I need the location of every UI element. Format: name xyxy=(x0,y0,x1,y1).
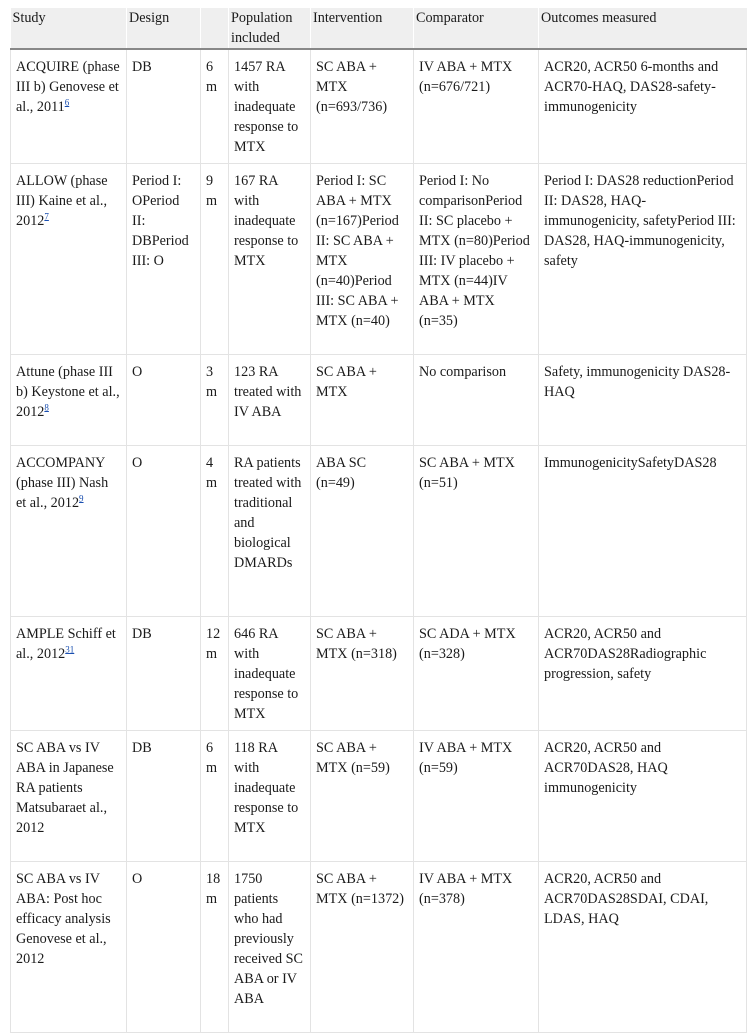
study-text: Attune (phase III b) Keystone et al., 2012 xyxy=(16,364,120,420)
table-row xyxy=(11,731,747,862)
header-outcomes: Outcomes measured xyxy=(539,8,747,49)
study-text: AMPLE Schiff et al., 2012 xyxy=(16,626,116,662)
cell-duration: 18 m xyxy=(201,862,229,1033)
header-intervention: Intervention xyxy=(311,8,414,49)
studies-table xyxy=(10,8,747,1033)
cell-intervention: ABA SC (n=49) xyxy=(311,446,414,617)
header-duration xyxy=(201,8,229,49)
cell-outcomes: ACR20, ACR50 and ACR70DAS28, HAQ immunogenicity xyxy=(539,731,747,862)
header-population: Population included xyxy=(229,8,311,49)
cell-population: 1750 patients who had previously received SC ABA or IV ABA xyxy=(229,862,311,1033)
cell-intervention: SC ABA + MTX (n=318) xyxy=(311,617,414,731)
header-design: Design xyxy=(127,8,201,49)
study-text: ACCOMPANY (phase III) Nash et al., 2012 xyxy=(16,455,109,511)
cell-population: 118 RA with inadequate response to MTX xyxy=(229,731,311,862)
cell-duration: 9 m xyxy=(201,164,229,355)
study-text: ALLOW (phase III) Kaine et al., 2012 xyxy=(16,173,108,229)
cell-comparator: Period I: No comparisonPeriod II: SC placebo + MTX (n=80)Period III: IV placebo + MTX (n=44)IV ABA + MTX (n=35) xyxy=(414,164,539,355)
reference-link[interactable]: 6 xyxy=(64,97,70,108)
cell-intervention: SC ABA + MTX (n=59) xyxy=(311,731,414,862)
cell-duration: 4 m xyxy=(201,446,229,617)
cell-duration: 3 m xyxy=(201,355,229,446)
cell-comparator: No comparison xyxy=(414,355,539,446)
cell-duration: 6 m xyxy=(201,731,229,862)
cell-design: O xyxy=(127,862,201,1033)
cell-population: 167 RA with inadequate response to MTX xyxy=(229,164,311,355)
cell-intervention: SC ABA + MTX (n=693/736) xyxy=(311,49,414,164)
reference-link[interactable]: 9 xyxy=(79,493,84,504)
cell-population: 646 RA with inadequate response to MTX xyxy=(229,617,311,731)
cell-outcomes: ACR20, ACR50 6-months and ACR70-HAQ, DAS28-safety-immunogenicity xyxy=(539,49,747,164)
cell-outcomes: ImmunogenicitySafetyDAS28 xyxy=(539,446,747,617)
reference-link[interactable]: 8 xyxy=(44,402,49,413)
cell-duration: 6 m xyxy=(201,49,229,164)
table-row xyxy=(11,862,747,1033)
cell-study xyxy=(11,617,127,731)
cell-study: SC ABA vs IV ABA: Post hoc efficacy analysis Genovese et al., 2012 xyxy=(11,862,127,1033)
cell-study xyxy=(11,446,127,617)
cell-study xyxy=(11,164,127,355)
cell-study xyxy=(11,49,127,164)
cell-comparator: SC ABA + MTX (n=51) xyxy=(414,446,539,617)
cell-outcomes: Period I: DAS28 reductionPeriod II: DAS28, HAQ-immunogenicity, safetyPeriod III: DAS28, HAQ-immunogenicity, safety xyxy=(539,164,747,355)
cell-population: 123 RA treated with IV ABA xyxy=(229,355,311,446)
study-text: ACQUIRE (phase III b) Genovese et al., 2011 xyxy=(16,59,120,115)
cell-duration: 12 m xyxy=(201,617,229,731)
header-study: Study xyxy=(11,8,127,49)
cell-design: DB xyxy=(127,731,201,862)
cell-population: 1457 RA with inadequate response to MTX xyxy=(229,49,311,164)
cell-outcomes: Safety, immunogenicity DAS28-HAQ xyxy=(539,355,747,446)
cell-comparator: IV ABA + MTX (n=676/721) xyxy=(414,49,539,164)
cell-design: DB xyxy=(127,617,201,731)
cell-population: RA patients treated with traditional and biological DMARDs xyxy=(229,446,311,617)
cell-comparator: IV ABA + MTX (n=378) xyxy=(414,862,539,1033)
cell-intervention: SC ABA + MTX xyxy=(311,355,414,446)
cell-study: SC ABA vs IV ABA in Japanese RA patients Matsubaraet al., 2012 xyxy=(11,731,127,862)
reference-link[interactable]: 31 xyxy=(65,644,75,655)
cell-comparator: IV ABA + MTX (n=59) xyxy=(414,731,539,862)
cell-intervention: SC ABA + MTX (n=1372) xyxy=(311,862,414,1033)
cell-design: Period I: OPeriod II: DBPeriod III: O xyxy=(127,164,201,355)
header-row xyxy=(11,8,747,49)
cell-outcomes: ACR20, ACR50 and ACR70DAS28SDAI, CDAI, LDAS, HAQ xyxy=(539,862,747,1033)
table-row xyxy=(11,355,747,446)
cell-comparator: SC ADA + MTX (n=328) xyxy=(414,617,539,731)
table-row xyxy=(11,49,747,164)
cell-design: O xyxy=(127,446,201,617)
cell-design: O xyxy=(127,355,201,446)
cell-design: DB xyxy=(127,49,201,164)
cell-outcomes: ACR20, ACR50 and ACR70DAS28Radiographic progression, safety xyxy=(539,617,747,731)
table-row xyxy=(11,164,747,355)
cell-intervention: Period I: SC ABA + MTX (n=167)Period II: SC ABA + MTX (n=40)Period III: SC ABA + MTX (n=40) xyxy=(311,164,414,355)
header-comparator: Comparator xyxy=(414,8,539,49)
table-row xyxy=(11,446,747,617)
table-row xyxy=(11,617,747,731)
reference-link[interactable]: 7 xyxy=(44,211,49,222)
cell-study xyxy=(11,355,127,446)
